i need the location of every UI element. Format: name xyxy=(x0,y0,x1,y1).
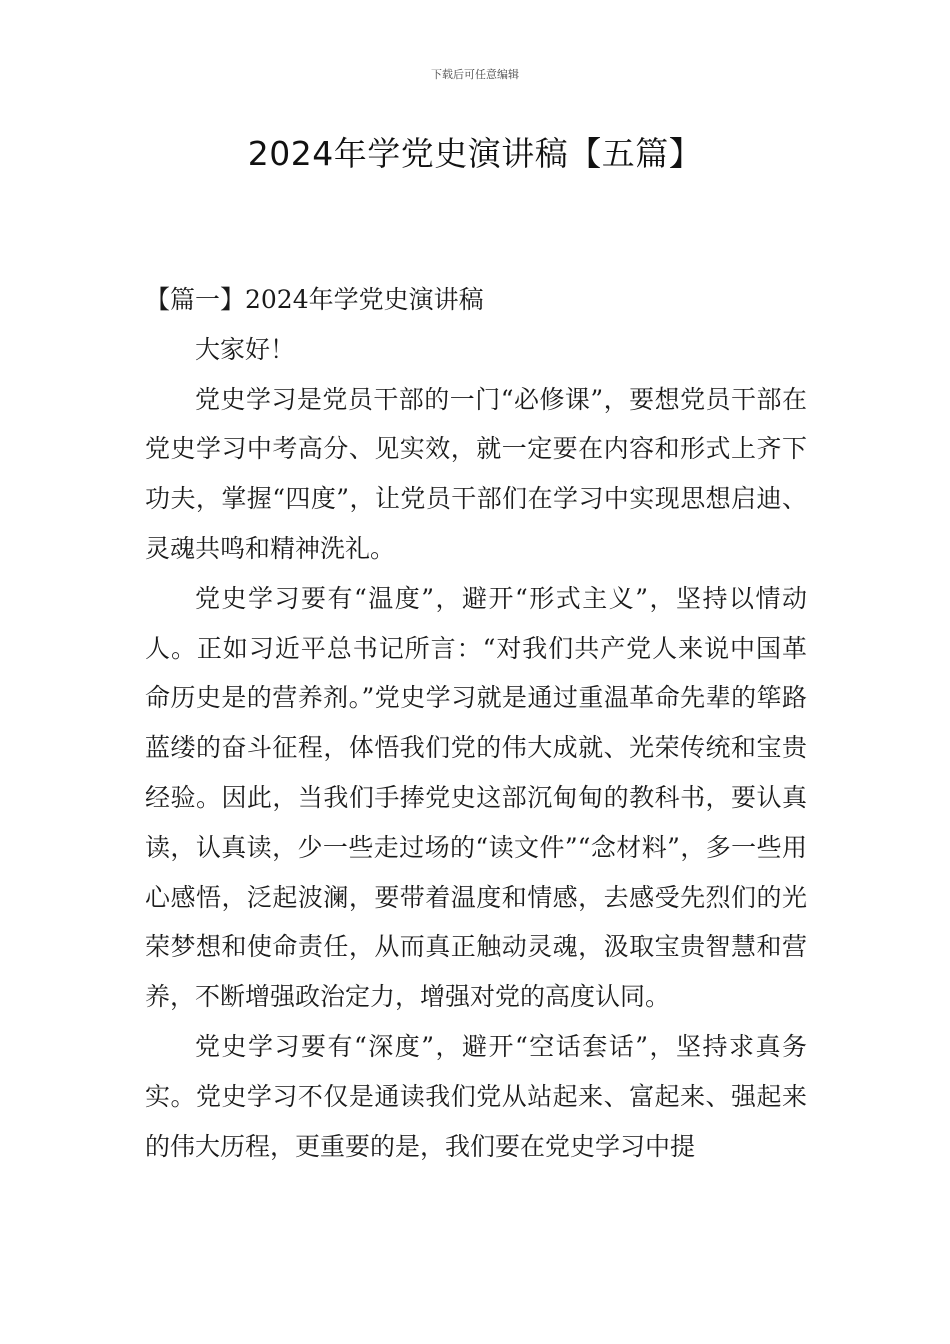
greeting: 大家好！ xyxy=(195,334,296,364)
section-heading: 【篇一】2024年学党史演讲稿 xyxy=(145,285,484,314)
paragraph-3: 党史学习要有“深度”，避开“空话套话”，坚持求真务实。党史学习不仅是通读我们党从站起来、富起来、强起来的伟大历程，更重要的是，我们要在党史学习中提 xyxy=(145,1031,807,1161)
paragraph-1: 党史学习是党员干部的一门“必修课”，要想党员干部在党史学习中考高分、见实效，就一定要在内容和形式上齐下功夫，掌握“四度”，让党员干部们在学习中实现思想启迪、灵魂共鸣和精神洗礼。 xyxy=(145,384,807,563)
header-note: 下载后可任意编辑 xyxy=(431,68,519,81)
document-body xyxy=(145,275,807,1171)
document-title: 2024年学党史演讲稿【五篇】 xyxy=(247,134,703,173)
paragraph-2: 党史学习要有“温度”，避开“形式主义”，坚持以情动人。正如习近平总书记所言：“对我们共产党人来说中国革命历史是的营养剂。”党史学习就是通过重温革命先辈的筚路蓝缕的奋斗征程，体悟我们党的伟大成就、光荣传统和宝贵经验。因此，当我们手捧党史这部沉甸甸的教科书，要认真读，认真读，少一些走过场的“读文件”“念材料”，多一些用心感悟，泛起波澜，要带着温度和情感，去感受先烈们的光荣梦想和使命责任，从而真正触动灵魂，汲取宝贵智慧和营养，不断增强政治定力，增强对党的高度认同。 xyxy=(145,583,807,1012)
